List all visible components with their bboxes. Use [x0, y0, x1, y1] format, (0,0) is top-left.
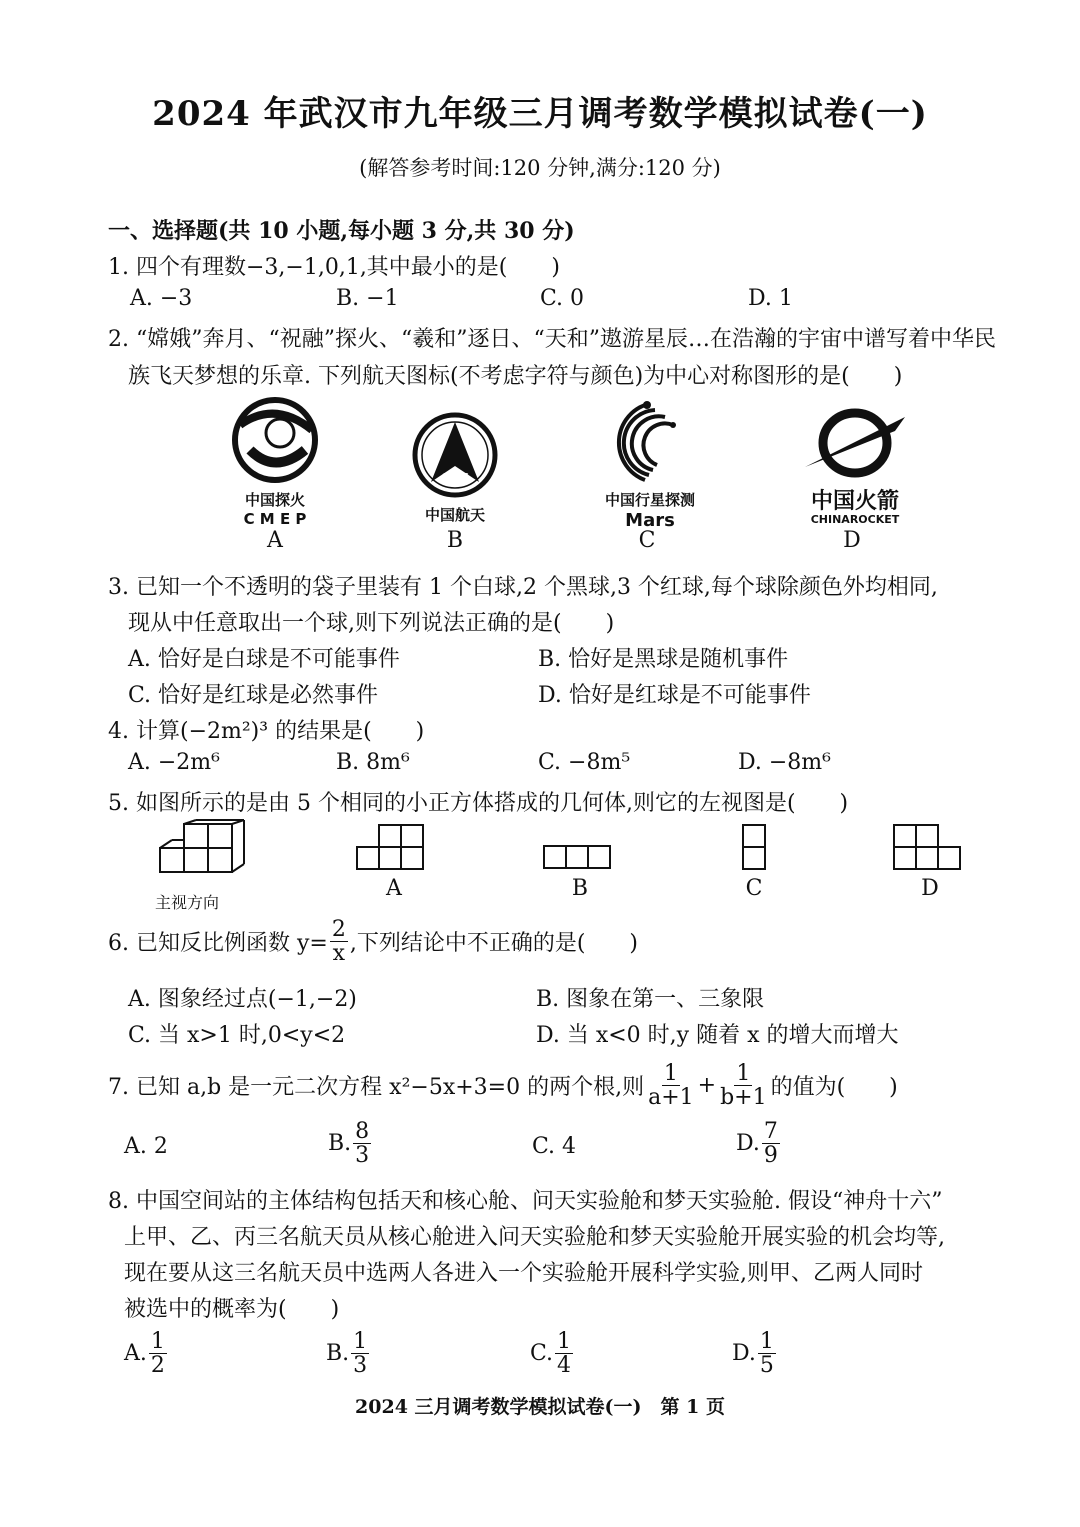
q7-option-d-den: 9 — [763, 1143, 778, 1169]
question-4-stem: 4. 计算(−2m²)³ 的结果是( ) — [108, 719, 425, 744]
q5-letter-a: A — [386, 876, 402, 901]
q5-main-view-caption: 主视方向 — [155, 893, 220, 912]
q8-option-c-label: C. — [530, 1341, 554, 1367]
logo-a-letter: A — [267, 528, 283, 553]
q7-frac1-den: a+1 — [648, 1085, 694, 1111]
q4-option-b: B. 8m⁶ — [336, 750, 410, 775]
question-2-stem-line2: 族飞天梦想的乐章. 下列航天图标(不考虑字符与颜色)为中心对称图形的是( ) — [128, 364, 903, 389]
q7-option-d-num: 7 — [763, 1119, 778, 1144]
q5-option-a-figure — [356, 824, 428, 874]
logo-c-letter: C — [638, 528, 656, 553]
q7-stem-prefix: 7. 已知 a,b 是一元二次方程 x²−5x+3=0 的两个根,则 — [108, 1075, 645, 1101]
q6-option-c: C. 当 x>1 时,0<y<2 — [128, 1023, 346, 1048]
q5-cube-figure — [155, 820, 255, 913]
q3-option-c: C. 恰好是红球是必然事件 — [128, 683, 379, 708]
casc-inner-text: CASC — [441, 472, 469, 483]
logo-c-caption1: 中国行星探测 — [604, 491, 695, 509]
q7-option-b-label: B. — [328, 1131, 352, 1157]
q8-option-b — [326, 1330, 371, 1377]
q6-frac-num: 2 — [331, 917, 346, 942]
q1-option-b: B. −1 — [336, 286, 399, 311]
q7-option-a: A. 2 — [124, 1134, 168, 1159]
chinarocket-emblem-icon — [790, 405, 920, 480]
q6-fraction — [330, 918, 348, 965]
q7-stem-suffix: 的值为( ) — [770, 1075, 898, 1101]
q7-option-d — [736, 1120, 782, 1167]
q7-option-c: C. 4 — [532, 1134, 577, 1159]
logo-d-caption2: CHINAROCKET — [810, 513, 900, 526]
q8-option-a-den: 2 — [150, 1353, 165, 1379]
question-2-stem-line1: 2. “嫦娥”奔月、“祝融”探火、“羲和”逐日、“天和”遨游星辰…在浩瀚的宇宙中谱写着中华民 — [108, 327, 996, 352]
q8-option-b-fraction — [351, 1330, 369, 1377]
section-heading: 一、选择题(共 10 小题,每小题 3 分,共 30 分) — [108, 218, 575, 244]
view-a-icon — [356, 824, 428, 870]
logo-mars — [585, 395, 715, 531]
q5-letter-b: B — [571, 876, 589, 901]
q8-option-c-fraction — [555, 1330, 573, 1377]
q7-option-b — [328, 1120, 373, 1167]
q7-option-b-num: 8 — [355, 1119, 370, 1144]
logo-d-caption1: 中国火箭 — [810, 489, 899, 514]
logo-a-caption1: 中国探火 — [244, 491, 305, 509]
question-6-stem — [108, 918, 638, 965]
question-8-stem-line1: 8. 中国空间站的主体结构包括天和核心舱、问天实验舱和梦天实验舱. 假设“神舟十六” — [108, 1189, 943, 1214]
q6-stem-suffix: ,下列结论中不正确的是( ) — [349, 931, 639, 957]
q6-stem-prefix: 6. 已知反比例函数 y= — [108, 931, 328, 957]
q1-option-a: A. −3 — [130, 286, 193, 311]
q7-option-b-den: 3 — [355, 1143, 370, 1169]
view-b-icon — [543, 845, 615, 871]
logo-casc — [405, 410, 505, 525]
q6-option-b: B. 图象在第一、三象限 — [536, 987, 765, 1012]
q3-option-b: B. 恰好是黑球是随机事件 — [538, 647, 789, 672]
q7-frac1-num: 1 — [663, 1061, 678, 1086]
q8-option-d-num: 1 — [759, 1329, 774, 1354]
q8-option-b-den: 3 — [353, 1353, 368, 1379]
view-d-icon — [893, 824, 965, 870]
page-title: 2024 年武汉市九年级三月调考数学模拟试卷(一) — [152, 94, 928, 134]
question-8-stem-line4: 被选中的概率为( ) — [124, 1297, 340, 1322]
q8-option-d — [732, 1330, 778, 1377]
q1-option-d: D. 1 — [748, 286, 793, 311]
question-8-stem-line2: 上甲、乙、丙三名航天员从核心舱进入问天实验舱和梦天实验舱开展实验的机会均等, — [124, 1225, 945, 1250]
q4-option-c: C. −8m⁵ — [538, 750, 631, 775]
q7-option-d-fraction — [762, 1120, 780, 1167]
q8-option-c-num: 1 — [557, 1329, 572, 1354]
view-c-icon — [742, 824, 768, 870]
q8-option-b-num: 1 — [353, 1329, 368, 1354]
q8-option-a — [124, 1330, 169, 1377]
q3-option-a: A. 恰好是白球是不可能事件 — [128, 647, 400, 672]
q4-option-a: A. −2m⁶ — [128, 750, 220, 775]
q8-option-d-den: 5 — [759, 1353, 774, 1379]
q5-option-d-figure — [893, 824, 965, 874]
q7-frac2-num: 1 — [736, 1061, 751, 1086]
q8-option-c-den: 4 — [557, 1353, 572, 1379]
logo-b-caption1: 中国航天 — [424, 506, 485, 524]
q5-letter-c: C — [745, 876, 763, 901]
logo-b-letter: B — [446, 528, 464, 553]
q7-frac2-den: b+1 — [720, 1085, 767, 1111]
question-3-stem-line1: 3. 已知一个不透明的袋子里装有 1 个白球,2 个黑球,3 个红球,每个球除颜色外均相同, — [108, 575, 938, 600]
question-7-stem — [108, 1062, 898, 1109]
question-5-stem: 5. 如图所示的是由 5 个相同的小正方体搭成的几何体,则它的左视图是( ) — [108, 791, 849, 816]
q7-fraction-1 — [646, 1062, 696, 1109]
cmep-emblem-icon — [220, 395, 330, 485]
q6-frac-den: x — [332, 941, 346, 967]
q7-option-d-label: D. — [736, 1131, 760, 1157]
q8-option-d-label: D. — [732, 1341, 756, 1367]
q8-option-a-num: 1 — [150, 1329, 165, 1354]
q1-option-c: C. 0 — [540, 286, 585, 311]
page-subtitle: (解答参考时间:120 分钟,满分:120 分) — [359, 156, 721, 180]
page-footer: 2024 三月调考数学模拟试卷(一) 第 1 页 — [355, 1396, 725, 1418]
question-3-stem-line2: 现从中任意取出一个球,则下列说法正确的是( ) — [128, 611, 615, 636]
logo-c-caption2: Mars — [625, 510, 675, 531]
q5-option-b-figure — [543, 845, 615, 875]
q7-fraction-2 — [718, 1062, 769, 1109]
question-8-stem-line3: 现在要从这三名航天员中选两人各进入一个实验舱开展科学实验,则甲、乙两人同时 — [124, 1261, 923, 1286]
q7-option-b-fraction — [353, 1120, 371, 1167]
q4-option-d: D. −8m⁶ — [738, 750, 831, 775]
q6-option-a: A. 图象经过点(−1,−2) — [128, 987, 357, 1012]
q7-plus: + — [697, 1073, 717, 1099]
logo-d-letter: D — [843, 528, 861, 553]
casc-emblem-icon — [405, 410, 505, 500]
q3-option-d: D. 恰好是红球是不可能事件 — [538, 683, 811, 708]
cube-solid-icon — [155, 820, 245, 880]
mars-emblem-icon — [585, 395, 715, 485]
q5-option-c-figure — [742, 824, 768, 874]
logo-chinarocket — [790, 405, 920, 526]
logo-a-caption2: C M E P — [243, 510, 307, 528]
logo-cmep — [220, 395, 330, 528]
q8-option-c — [530, 1330, 575, 1377]
q6-option-d: D. 当 x<0 时,y 随着 x 的增大而增大 — [536, 1023, 899, 1048]
q8-option-a-fraction — [149, 1330, 167, 1377]
q8-option-d-fraction — [758, 1330, 776, 1377]
q8-option-b-label: B. — [326, 1341, 350, 1367]
q8-option-a-label: A. — [124, 1341, 147, 1367]
question-1-stem: 1. 四个有理数−3,−1,0,1,其中最小的是( ) — [108, 255, 560, 280]
q5-letter-d: D — [921, 876, 939, 901]
